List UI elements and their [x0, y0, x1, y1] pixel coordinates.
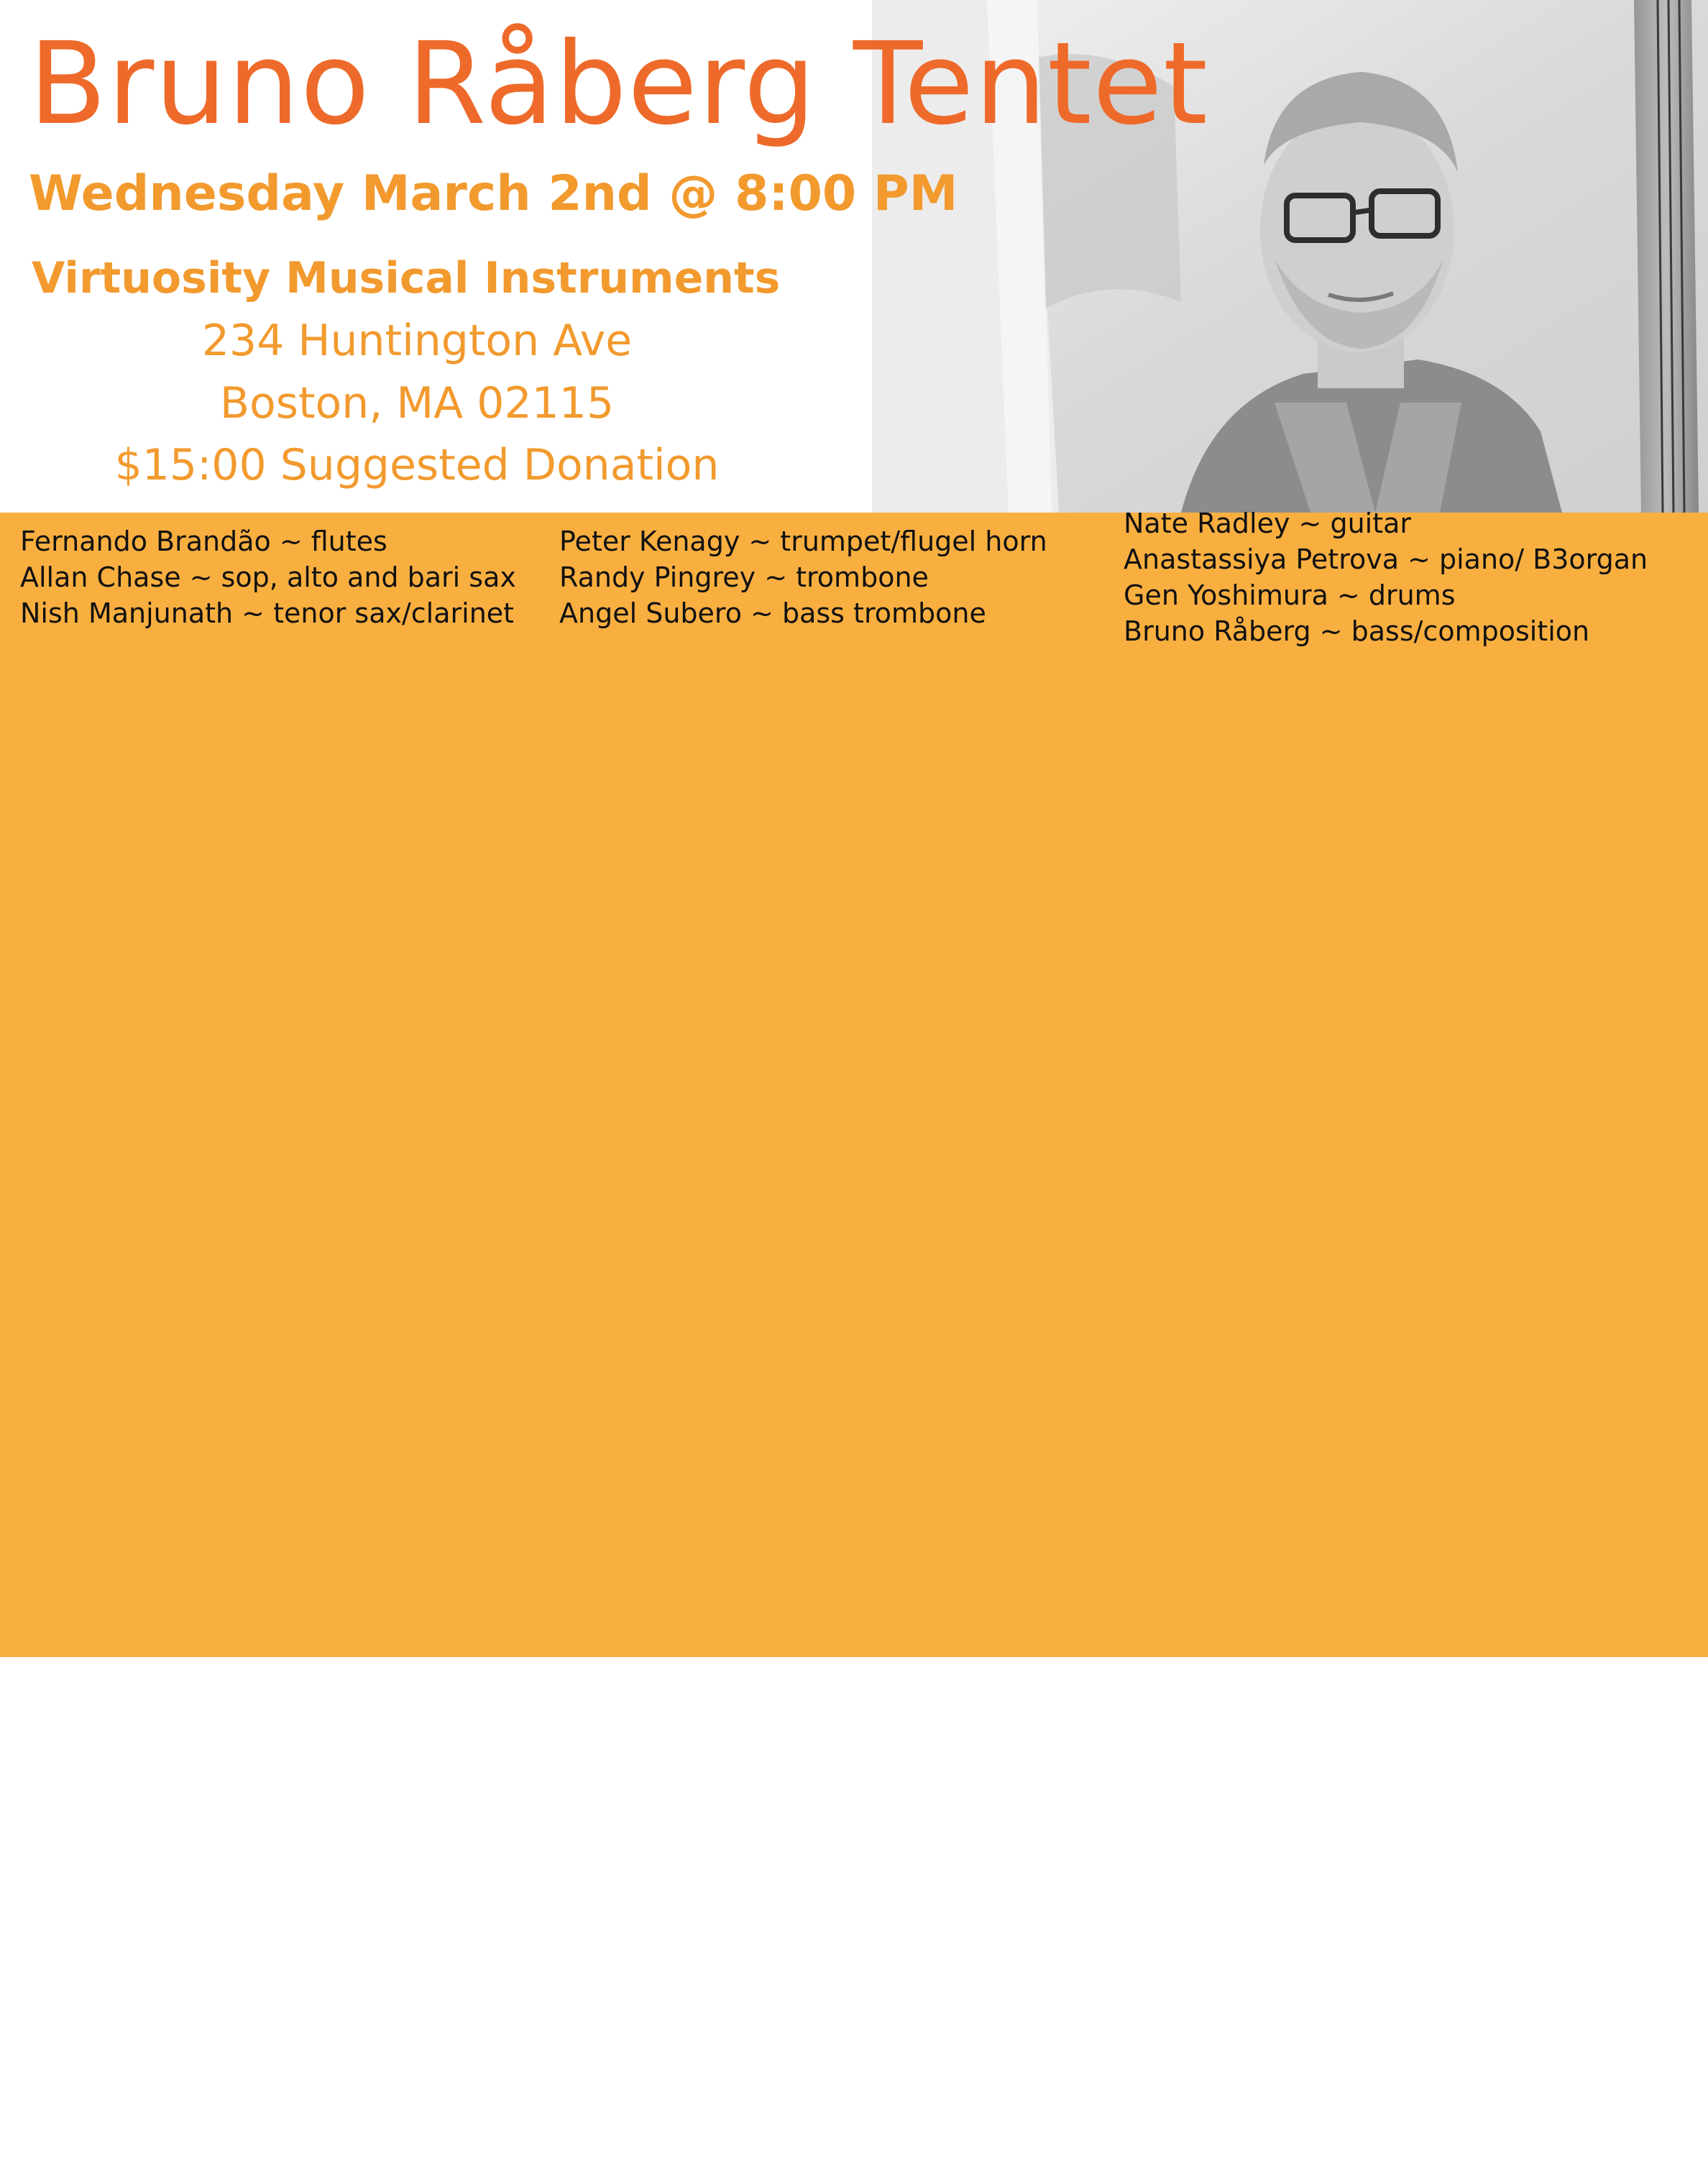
musician-list-column-3 — [1124, 505, 1648, 649]
musician-entry: Bruno Råberg ~ bass/composition — [1124, 615, 1590, 647]
donation-note: $15:00 Suggested Donation — [114, 440, 720, 490]
event-title: Bruno Råberg Tentet — [29, 18, 1208, 150]
musician-list-column-2 — [559, 523, 1047, 631]
lineup-panel — [0, 513, 1708, 1657]
event-venue: Virtuosity Musical Instruments — [32, 253, 781, 303]
address-line-1: 234 Huntington Ave — [201, 316, 633, 366]
musician-entry: Randy Pingrey ~ trombone — [559, 561, 929, 593]
musician-entry: Angel Subero ~ bass trombone — [559, 597, 986, 629]
event-date-time: Wednesday March 2nd @ 8:00 PM — [29, 165, 958, 222]
musician-entry: Nate Radley ~ guitar — [1124, 508, 1412, 539]
musician-list-column-1 — [20, 523, 516, 631]
musician-entry: Allan Chase ~ sop, alto and bari sax — [20, 561, 516, 593]
musician-entry: Anastassiya Petrova ~ piano/ B3organ — [1124, 544, 1648, 575]
musician-entry: Peter Kenagy ~ trumpet/flugel horn — [559, 526, 1047, 557]
musician-entry: Fernando Brandão ~ flutes — [20, 526, 387, 557]
musician-entry: Gen Yoshimura ~ drums — [1124, 579, 1456, 611]
musician-entry: Nish Manjunath ~ tenor sax/clarinet — [20, 597, 515, 629]
address-line-2: Boston, MA 02115 — [219, 378, 615, 428]
